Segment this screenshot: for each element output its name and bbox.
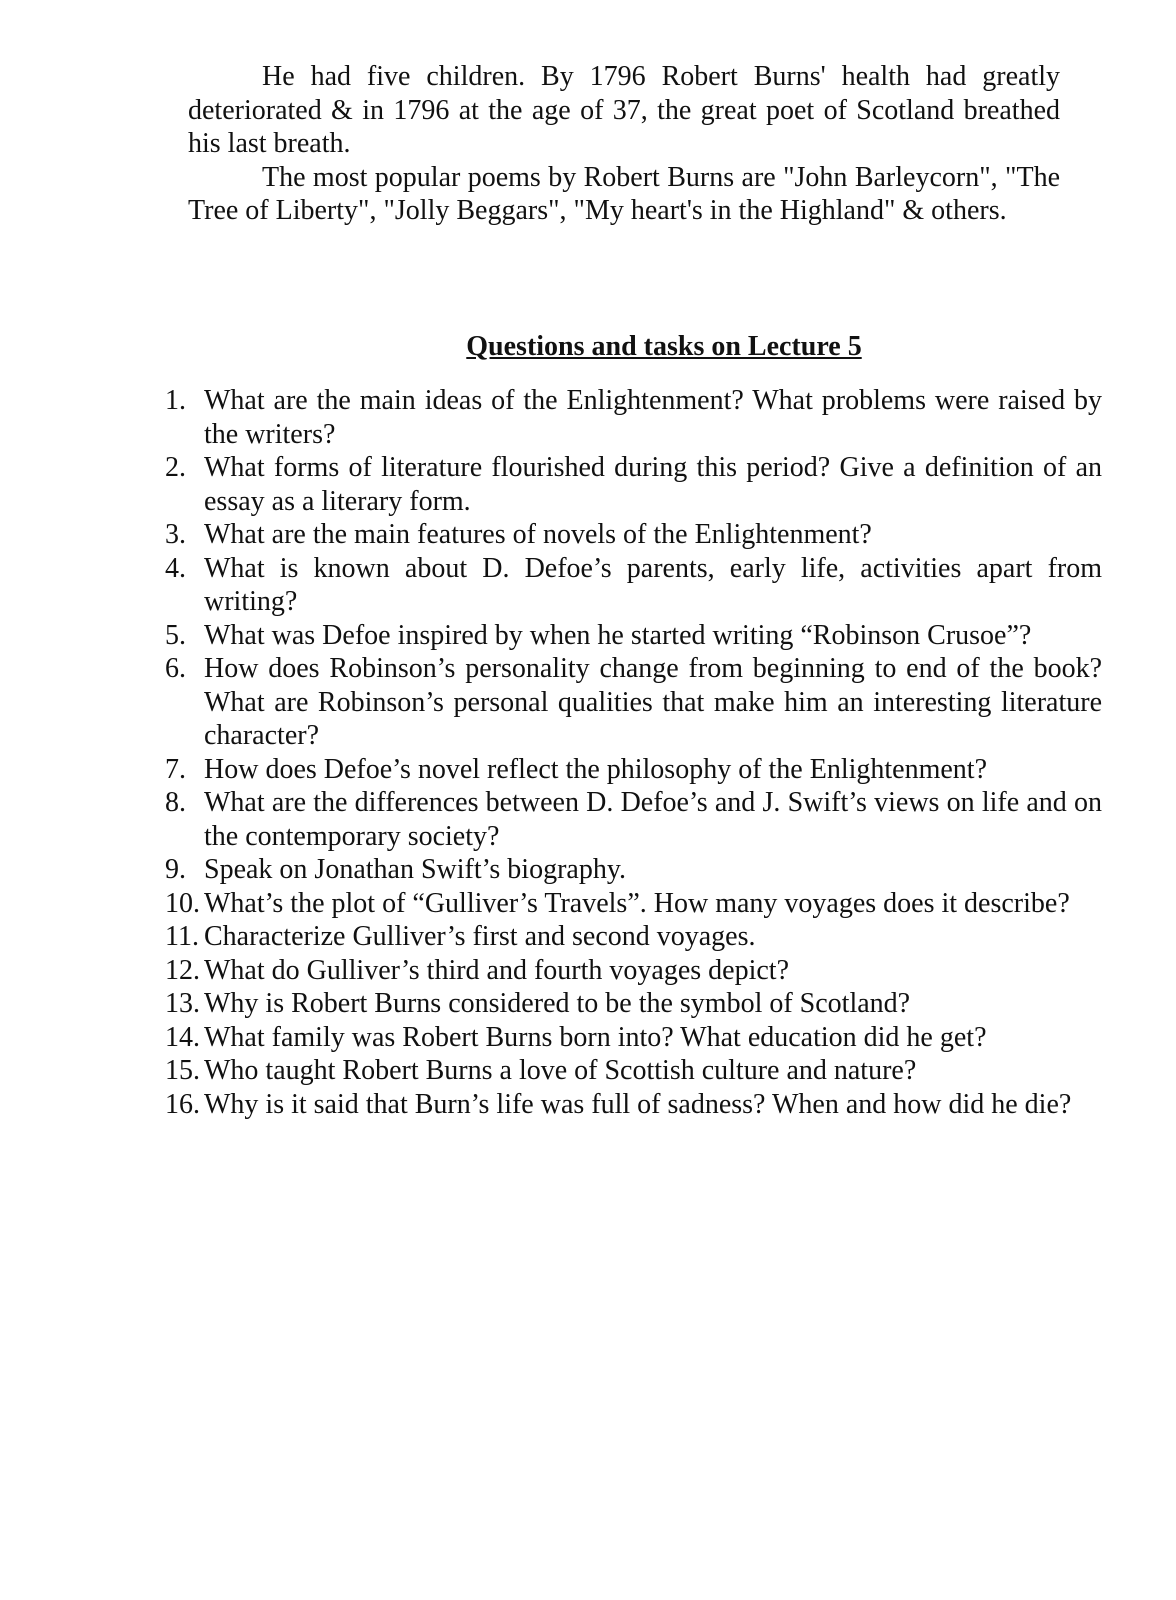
intro-text <box>188 60 1060 228</box>
question-item <box>165 451 1102 518</box>
question-item <box>165 1021 1102 1055</box>
intro-paragraph: The most popular poems by Robert Burns are "John Barleycorn", "The Tree of Liberty", "Jolly Beggars", "My heart's in the Highland" & others. <box>188 161 1060 226</box>
question-text: What is known about D. Defoe’s parents, early life, activities apart from writing? <box>204 552 1102 617</box>
question-item <box>165 853 1102 887</box>
question-text: What do Gulliver’s third and fourth voyages depict? <box>204 954 789 986</box>
question-item <box>165 753 1102 787</box>
question-number: 4. <box>165 552 186 584</box>
question-text: What forms of literature flourished during this period? Give a definition of an essay as a literary form. <box>204 452 1102 517</box>
question-number: 12. <box>165 954 200 986</box>
question-text: What are the main ideas of the Enlightenment? What problems were raised by the writers? <box>204 385 1102 450</box>
question-number: 14. <box>165 1021 200 1053</box>
question-item <box>165 887 1102 921</box>
question-number: 5. <box>165 619 186 651</box>
question-text: Who taught Robert Burns a love of Scottish culture and nature? <box>204 1055 917 1086</box>
question-number: 3. <box>165 519 186 550</box>
question-number: 9. <box>165 854 186 885</box>
question-item <box>165 552 1102 619</box>
question-number: 8. <box>165 787 186 818</box>
question-text: How does Defoe’s novel reflect the philosophy of the Enlightenment? <box>204 753 988 785</box>
question-text: What are the differences between D. Defoe’s and J. Swift’s views on life and on the contemporary society? <box>204 787 1102 852</box>
question-text: Characterize Gulliver’s first and second voyages. <box>204 921 756 952</box>
question-number: 1. <box>165 385 186 416</box>
question-text: Why is it said that Burn’s life was full of sadness? When and how did he die? <box>204 1088 1072 1120</box>
question-item <box>165 518 1102 552</box>
question-text: How does Robinson’s personality change from beginning to end of the book? What are Robinson’s personal qualities that make him an interesting literature character? <box>204 653 1102 751</box>
question-item <box>165 954 1102 988</box>
question-item <box>165 384 1102 451</box>
question-text: What family was Robert Burns born into? What education did he get? <box>204 1021 987 1053</box>
question-item <box>165 1088 1102 1122</box>
question-number: 16. <box>165 1088 200 1120</box>
question-number: 13. <box>165 988 200 1019</box>
question-text: What are the main features of novels of the Enlightenment? <box>204 519 872 550</box>
question-item <box>165 987 1102 1021</box>
question-text: Speak on Jonathan Swift’s biography. <box>204 854 627 885</box>
question-text: What was Defoe inspired by when he started writing “Robinson Crusoe”? <box>204 619 1032 651</box>
question-item <box>165 920 1102 954</box>
question-item <box>165 1054 1102 1088</box>
section-heading: Questions and tasks on Lecture 5 <box>466 331 862 362</box>
question-item <box>165 786 1102 853</box>
question-item <box>165 652 1102 753</box>
question-number: 15. <box>165 1055 200 1086</box>
question-text: What’s the plot of “Gulliver’s Travels”. How many voyages does it describe? <box>204 887 1070 919</box>
question-number: 2. <box>165 452 186 483</box>
question-number: 6. <box>165 653 186 684</box>
question-number: 10. <box>165 887 200 919</box>
questions-list <box>165 384 1102 1121</box>
intro-paragraph: He had five children. By 1796 Robert Burns' health had greatly deteriorated & in 1796 at the age of 37, the great poet of Scotland breathed his last breath. <box>188 61 1060 159</box>
question-number: 11. <box>165 921 199 952</box>
question-number: 7. <box>165 753 186 785</box>
question-item <box>165 619 1102 653</box>
question-text: Why is Robert Burns considered to be the symbol of Scotland? <box>204 988 911 1019</box>
